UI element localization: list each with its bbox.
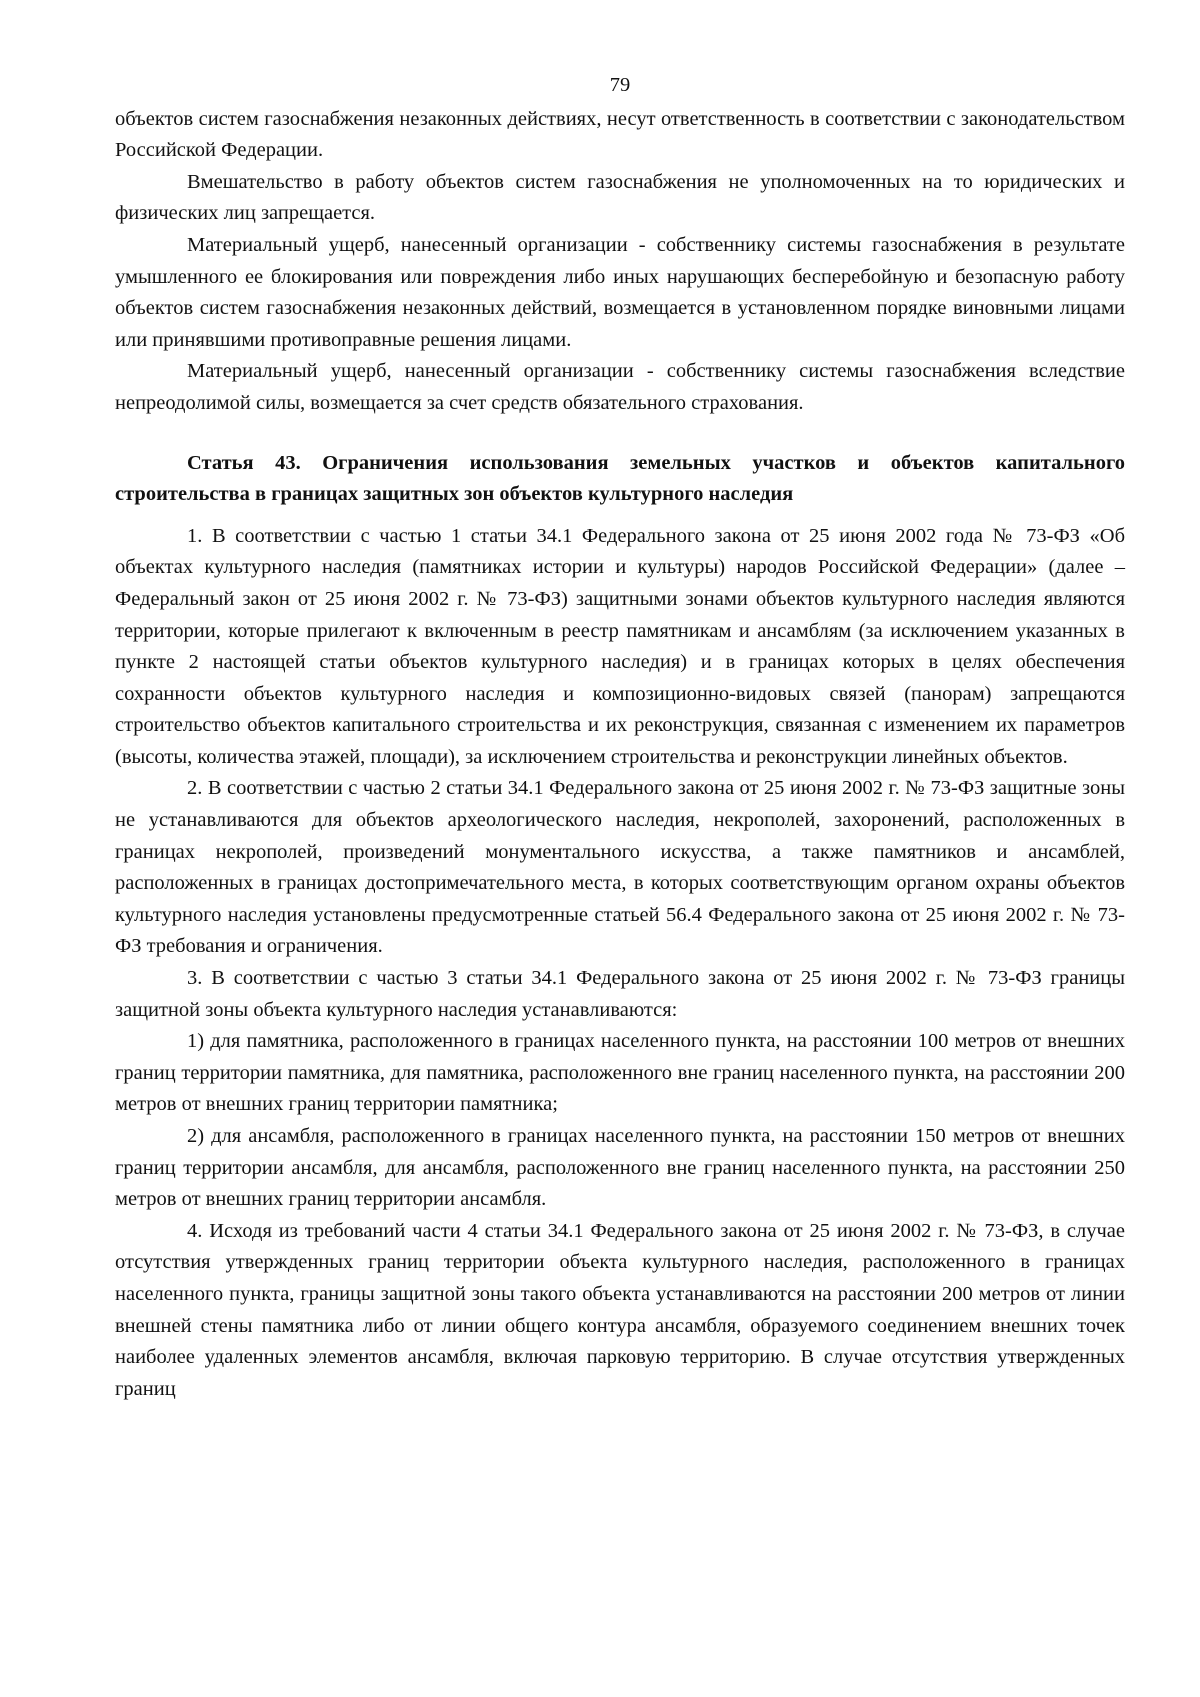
paragraph-interference-ban: Вмешательство в работу объектов систем газоснабжения не уполномоченных на то юридических и физических лиц запрещается.: [115, 170, 1125, 225]
paragraph-item-4: 4. Исходя из требований части 4 статьи 34.1 Федерального закона от 25 июня 2002 г. № 73-ФЗ, в случае отсутствия утвержденных границ территории объекта культурного наследия, расположенного в границах населенного пункта, границы защитной зоны такого объекта устанавливаются на расстоянии 200 метров от линии внешней стены памятника либо от линии общего контура ансамбля, образуемого соединением внешних точек наиболее удаленных элементов ансамбля, включая парковую территорию. В случае отсутствия утвержденных границ: [115, 1219, 1125, 1400]
article-heading: Статья 43. Ограничения использования земельных участков и объектов капитального строительства в границах защитных зон объектов культурного наследия: [115, 451, 1125, 506]
paragraph-subitem-1: 1) для памятника, расположенного в границах населенного пункта, на расстоянии 100 метров от внешних границ территории памятника, для памятника, расположенного вне границ населенного пункта, на расстоянии 200 метров от внешних границ территории памятника;: [115, 1030, 1125, 1116]
paragraph-subitem-2: 2) для ансамбля, расположенного в границах населенного пункта, на расстоянии 150 метров от внешних границ территории ансамбля, для ансамбля, расположенного вне границ населенного пункта, на расстоянии 250 метров от внешних границ территории ансамбля.: [115, 1125, 1125, 1211]
paragraph-damage-compensation: Материальный ущерб, нанесенный организации - собственнику системы газоснабжения в результате умышленного ее блокирования или повреждения либо иных нарушающих бесперебойную и безопасную работу объектов систем газоснабжения незаконных действий, возмещается в установленном порядке виновными лицами или принявшими противоправные решения лицами.: [115, 233, 1125, 351]
paragraph-force-majeure: Материальный ущерб, нанесенный организации - собственнику системы газоснабжения вследствие непреодолимой силы, возмещается за счет средств обязательного страхования.: [115, 360, 1125, 414]
paragraph-item-3: 3. В соответствии с частью 3 статьи 34.1 Федерального закона от 25 июня 2002 г. № 73-ФЗ границы защитной зоны объекта культурного наследия устанавливаются:: [115, 967, 1125, 1021]
document-page: [115, 70, 1125, 1405]
page-number: 79: [609, 74, 631, 96]
paragraph-item-2: 2. В соответствии с частью 2 статьи 34.1 Федерального закона от 25 июня 2002 г. № 73-ФЗ защитные зоны не устанавливаются для объектов археологического наследия, некрополей, захоронений, расположенных в границах некрополей, произведений монументального искусства, а также памятников и ансамблей, расположенных в границах достопримечательного места, в которых соответствующим органом охраны объектов культурного наследия установлены предусмотренные статьей 56.4 Федерального закона от 25 июня 2002 г. № 73-ФЗ требования и ограничения.: [115, 777, 1125, 958]
paragraph-item-1: 1. В соответствии с частью 1 статьи 34.1 Федерального закона от 25 июня 2002 года № 73-ФЗ «Об объектах культурного наследия (памятниках истории и культуры) народов Российской Федерации» (далее – Федеральный закон от 25 июня 2002 г. № 73-ФЗ) защитными зонами объектов культурного наследия являются территории, которые прилегают к включенным в реестр памятникам и ансамблям (за исключением указанных в пункте 2 настоящей статьи объектов культурного наследия) и в границах которых в целях обеспечения сохранности объектов культурного наследия и композиционно-видовых связей (панорам) запрещаются строительство объектов капитального строительства и их реконструкция, связанная с изменением их параметров (высоты, количества этажей, площади), за исключением строительства и реконструкции линейных объектов.: [115, 524, 1125, 768]
paragraph-continuation: объектов систем газоснабжения незаконных действиях, несут ответственность в соответствии с законодательством Российской Федерации.: [115, 107, 1125, 162]
